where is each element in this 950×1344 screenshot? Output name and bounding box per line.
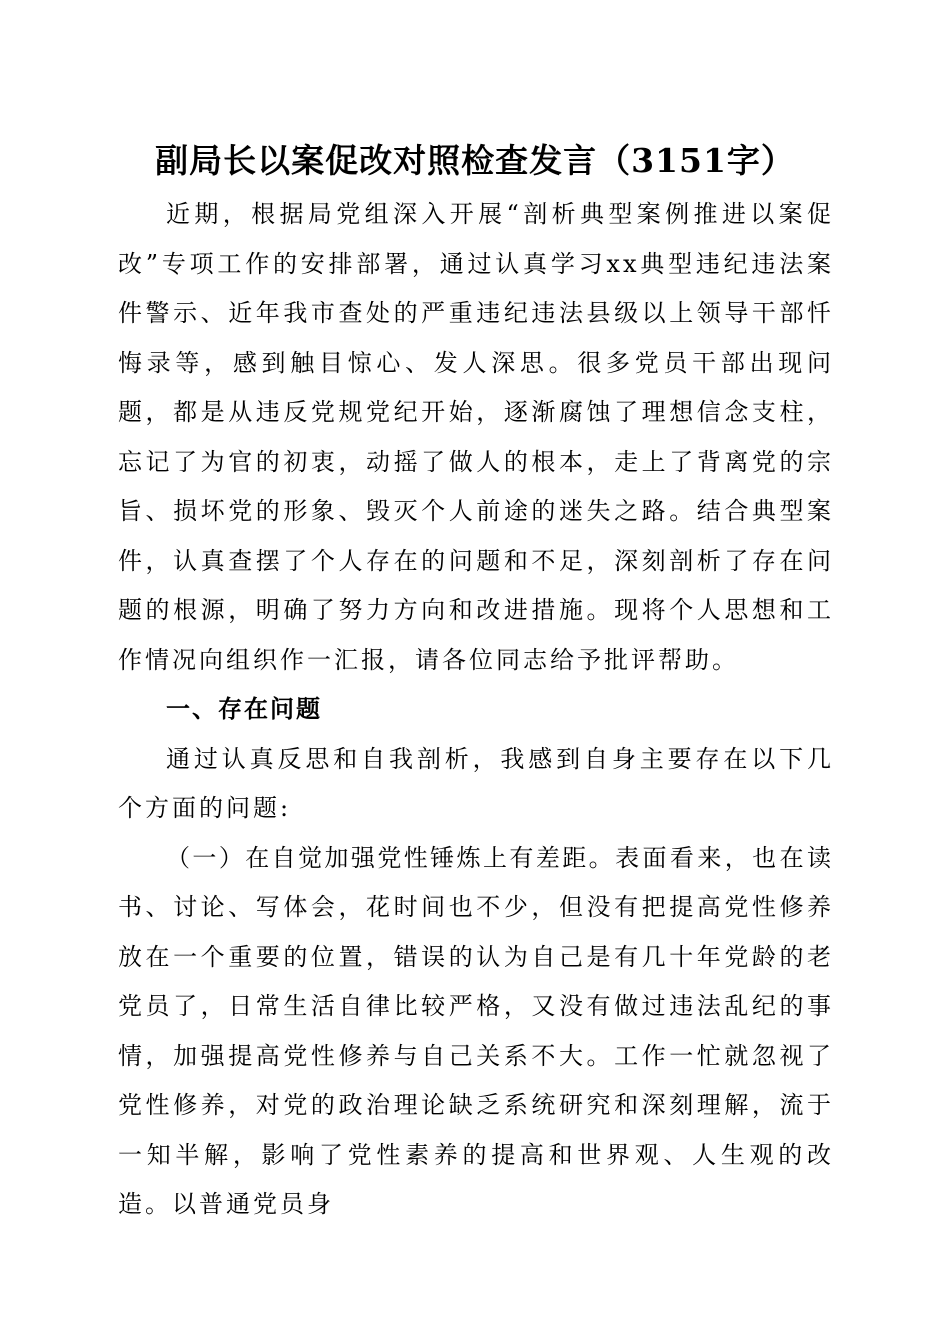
document-title: 副局长以案促改对照检查发言（3151字） (155, 141, 795, 180)
section-heading-problems: 一、存在问题 (166, 695, 322, 723)
intro-paragraph: 近期，根据局党组深入开展“剖析典型案例推进以案促改”专项工作的安排部署，通过认真学习xx典型违纪违法案件警示、近年我市查处的严重违纪违法县级以上领导干部忏悔录等，感到触目惊心、发人深思。很多党员干部出现问题，都是从违反党规党纪开始，逐渐腐蚀了理想信念支柱，忘记了为官的初衷，动摇了做人的根本，走上了背离党的宗旨、损坏党的形象、毁灭个人前途的迷失之路。结合典型案件，认真查摆了个人存在的问题和不足，深刻剖析了存在问题的根源，明确了努力方向和改进措施。现将个人思想和工作情况向组织作一汇报，请各位同志给予批评帮助。 (118, 200, 834, 674)
section-lead-paragraph: 通过认真反思和自我剖析，我感到自身主要存在以下几个方面的问题: (118, 744, 834, 822)
document-body (118, 190, 834, 1230)
item-1-paragraph (118, 834, 834, 1230)
item-1-body: 表面看来，也在读书、讨论、写体会，花时间也不少，但没有把提高党性修养放在一个重要的位置，错误的认为自己是有几十年党龄的老党员了，日常生活自律比较严格，又没有做过违法乱纪的事情，加强提高党性修养与自己关系不大。工作一忙就忽视了党性修养，对党的政治理论缺乏系统研究和深刻理解，流于一知半解，影响了党性素养的提高和世界观、人生观的改造。以普通党员身 (118, 843, 835, 1218)
item-1-heading: （一）在自觉加强党性锤炼上有差距。 (166, 843, 616, 872)
